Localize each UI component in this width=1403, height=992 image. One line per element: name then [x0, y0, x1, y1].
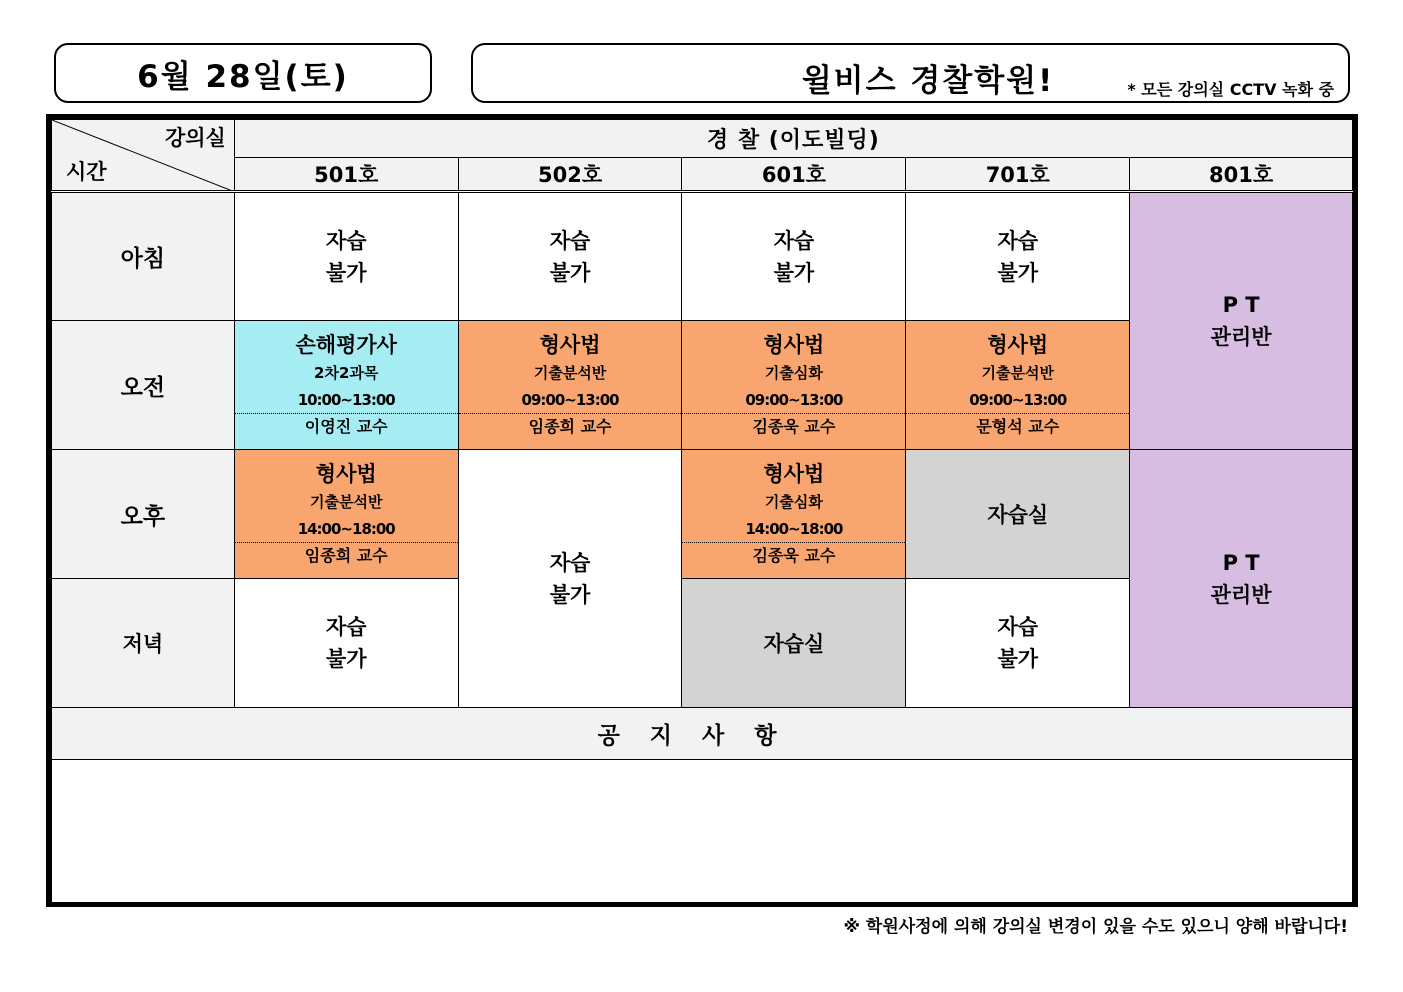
footer-note: ※ 학원사정에 의해 강의실 변경이 있을 수도 있으니 양해 바랍니다! — [843, 917, 1348, 937]
class-time: 09:00~13:00 — [745, 391, 843, 409]
period-evening: 저녁 — [52, 579, 235, 708]
class-701-forenoon — [906, 321, 1130, 450]
class-501-forenoon — [234, 321, 458, 450]
cell-701-evening: 자습 불가 — [906, 579, 1130, 708]
class-time: 14:00~18:00 — [745, 520, 843, 538]
period-afternoon: 오후 — [52, 450, 235, 579]
cell-501-evening: 자습 불가 — [234, 579, 458, 708]
title-box — [471, 43, 1350, 103]
class-subject: 형사법 — [315, 462, 377, 486]
cell-801-pt-am: P T 관리반 — [1130, 192, 1353, 450]
class-time: 09:00~13:00 — [521, 391, 619, 409]
class-subject: 손해평가사 — [295, 333, 397, 357]
class-professor: 김종욱 교수 — [682, 413, 905, 440]
class-time: 10:00~13:00 — [297, 391, 395, 409]
class-professor: 이영진 교수 — [235, 413, 458, 440]
room-header-601: 601호 — [682, 158, 906, 192]
cell-502-pm-evening: 자습 불가 — [458, 450, 682, 708]
class-subject: 형사법 — [539, 333, 601, 357]
class-detail: 기출심화 — [764, 364, 823, 382]
class-detail: 2차2과목 — [314, 364, 379, 382]
class-professor: 임종희 교수 — [459, 413, 682, 440]
cctv-note: * 모든 강의실 CCTV 녹화 중 — [1123, 77, 1338, 100]
notice-header: 공지사항 — [52, 708, 1353, 760]
date-label: 6월 28일(토) — [137, 58, 349, 95]
schedule-frame — [46, 114, 1358, 907]
class-professor: 문형석 교수 — [906, 413, 1129, 440]
corner-time-label: 시간 — [66, 160, 107, 184]
class-professor: 김종욱 교수 — [682, 542, 905, 569]
cell-801-pt-pm: P T 관리반 — [1130, 450, 1353, 708]
period-morning: 아침 — [52, 192, 235, 321]
class-subject: 형사법 — [987, 333, 1049, 357]
class-601-afternoon — [682, 450, 906, 579]
class-time: 14:00~18:00 — [297, 520, 395, 538]
date-box — [54, 43, 432, 103]
cell-502-morning: 자습 불가 — [458, 192, 682, 321]
class-detail: 기출분석반 — [981, 364, 1054, 382]
room-header-501: 501호 — [234, 158, 458, 192]
class-detail: 기출분석반 — [533, 364, 607, 382]
class-detail: 기출심화 — [764, 493, 823, 511]
class-detail: 기출분석반 — [309, 493, 383, 511]
notice-body — [52, 760, 1353, 903]
cell-701-morning: 자습 불가 — [906, 192, 1130, 321]
class-502-forenoon — [458, 321, 682, 450]
room-header-502: 502호 — [458, 158, 682, 192]
room-header-801: 801호 — [1130, 158, 1353, 192]
class-subject: 형사법 — [763, 462, 825, 486]
building-header: 경 찰 (이도빌딩) — [234, 120, 1352, 158]
period-forenoon: 오전 — [52, 321, 235, 450]
cell-601-morning: 자습 불가 — [682, 192, 906, 321]
room-header-701: 701호 — [906, 158, 1130, 192]
schedule-table — [51, 119, 1353, 903]
corner-room-label: 강의실 — [164, 126, 226, 150]
cell-501-morning: 자습 불가 — [234, 192, 458, 321]
header-corner — [52, 120, 235, 192]
cell-601-evening-studyroom: 자습실 — [682, 579, 906, 708]
cell-701-afternoon-studyroom: 자습실 — [906, 450, 1130, 579]
academy-title: 윌비스 경찰학원! — [801, 63, 1055, 99]
class-501-afternoon — [234, 450, 458, 579]
class-professor: 임종희 교수 — [235, 542, 458, 569]
class-time: 09:00~13:00 — [969, 391, 1067, 409]
class-601-forenoon — [682, 321, 906, 450]
class-subject: 형사법 — [763, 333, 825, 357]
